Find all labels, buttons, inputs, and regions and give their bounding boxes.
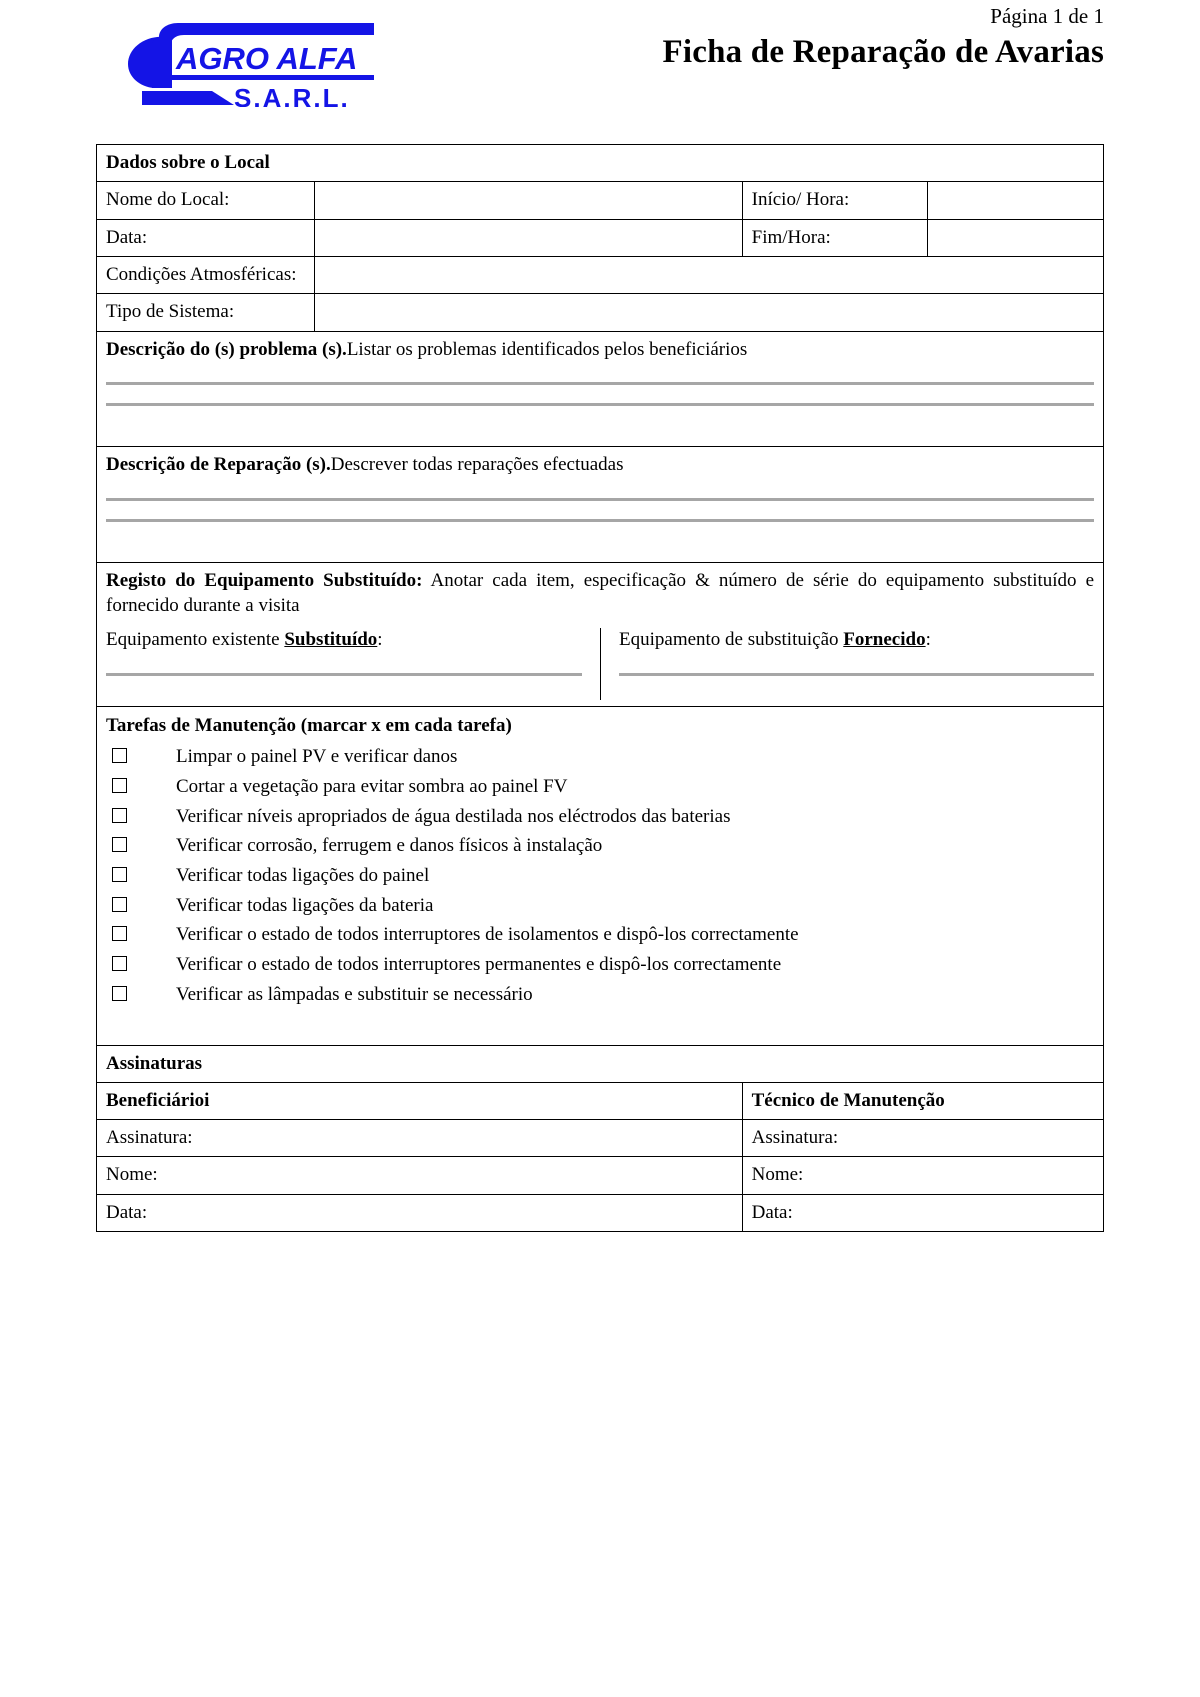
name-field-technician[interactable]: Nome: [742, 1157, 1103, 1194]
label-inicio-hora: Início/ Hora: [742, 182, 927, 219]
label-tipo-de-sistema: Tipo de Sistema: [97, 294, 315, 331]
checkbox-empty-icon-glyph [112, 808, 127, 823]
table-row [97, 331, 1104, 447]
list-item [106, 745, 1094, 770]
table-row [97, 1045, 1104, 1082]
checkbox-empty-icon[interactable] [106, 834, 176, 859]
problem-write-line-1[interactable] [106, 382, 1094, 385]
maintenance-task-label: Verificar níveis apropriados de água destilada nos eléctrodos das baterias [176, 805, 731, 827]
checkbox-empty-icon-glyph [112, 748, 127, 763]
signature-field-beneficiary[interactable]: Assinatura: [97, 1120, 743, 1157]
problem-description-title-rest: Listar os problemas identificados pelos beneficiários [346, 338, 748, 360]
table-row [97, 256, 1104, 293]
signature-column-header-technician: Técnico de Manutenção [742, 1082, 1103, 1119]
date-field-beneficiary[interactable]: Data: [97, 1194, 743, 1231]
equipment-supplied-label-pre: Equipamento de substituição [619, 629, 844, 651]
checkbox-empty-icon-glyph [112, 986, 127, 1001]
list-item [106, 923, 1094, 948]
checkbox-empty-icon[interactable] [106, 745, 176, 770]
equipment-supplied-label [619, 628, 1094, 653]
field-tipo-de-sistema[interactable] [315, 294, 1104, 331]
equipment-register-title-bold: Registo do Equipamento Substituído: [106, 569, 423, 591]
checkbox-empty-icon[interactable] [106, 953, 176, 978]
equipment-replaced-label-pre: Equipamento existente [106, 629, 285, 651]
maintenance-task-label: Verificar o estado de todos interruptores permanentes e dispô-los correctamente [176, 954, 782, 976]
field-fim-hora[interactable] [927, 219, 1103, 256]
logo-subtitle: S.A.R.L. [234, 83, 350, 107]
local-section-heading: Dados sobre o Local [97, 145, 1104, 182]
problem-description-title-bold: Descrição do (s) problema (s). [106, 338, 347, 360]
checkbox-empty-icon[interactable] [106, 923, 176, 948]
problem-description-title [106, 338, 1094, 363]
checkbox-empty-icon[interactable] [106, 983, 176, 1008]
maintenance-task-label: Verificar o estado de todos interruptores de isolamentos e dispô-los correctamente [176, 924, 799, 946]
maintenance-tasks-tail [106, 1013, 1094, 1039]
checkbox-empty-icon-glyph [112, 867, 127, 882]
signatures-heading: Assinaturas [97, 1045, 1104, 1082]
checkbox-empty-icon[interactable] [106, 864, 176, 889]
maintenance-tasks-list [106, 745, 1094, 1007]
maintenance-task-label: Limpar o painel PV e verificar danos [176, 746, 458, 768]
equipment-replaced-write-area[interactable] [106, 676, 582, 700]
table-row [97, 562, 1104, 706]
label-data: Data: [97, 219, 315, 256]
field-data[interactable] [315, 219, 742, 256]
field-inicio-hora[interactable] [927, 182, 1103, 219]
table-row [97, 294, 1104, 331]
label-nome-do-local: Nome do Local: [97, 182, 315, 219]
table-row [97, 1082, 1104, 1119]
signature-field-technician[interactable]: Assinatura: [742, 1120, 1103, 1157]
problem-description-block [97, 331, 1104, 447]
equipment-two-column-area [106, 628, 1094, 700]
repair-description-title-bold: Descrição de Reparação (s). [106, 454, 331, 476]
repair-write-line-1[interactable] [106, 498, 1094, 501]
checkbox-empty-icon-glyph [112, 778, 127, 793]
list-item [106, 864, 1094, 889]
maintenance-task-label: Verificar corrosão, ferrugem e danos físicos à instalação [176, 835, 603, 857]
table-row [97, 219, 1104, 256]
table-row [97, 1194, 1104, 1231]
label-condicoes-atmosfericas: Condições Atmosféricas: [97, 256, 315, 293]
problem-write-area[interactable] [106, 406, 1094, 440]
table-row [97, 707, 1104, 1046]
table-row [97, 447, 1104, 563]
checkbox-empty-icon[interactable] [106, 805, 176, 830]
list-item [106, 834, 1094, 859]
equipment-replaced-column [106, 628, 600, 700]
checkbox-empty-icon[interactable] [106, 775, 176, 800]
repair-description-title-rest: Descrever todas reparações efectuadas [330, 454, 624, 476]
agro-alfa-logo [104, 15, 394, 107]
checkbox-empty-icon[interactable] [106, 894, 176, 919]
label-fim-hora: Fim/Hora: [742, 219, 927, 256]
table-row [97, 1157, 1104, 1194]
field-nome-do-local[interactable] [315, 182, 742, 219]
field-condicoes-atmosfericas[interactable] [315, 256, 1104, 293]
repair-description-block [97, 447, 1104, 563]
maintenance-tasks-block [97, 707, 1104, 1046]
name-field-beneficiary[interactable]: Nome: [97, 1157, 743, 1194]
repair-description-title [106, 453, 1094, 478]
maintenance-tasks-heading: Tarefas de Manutenção (marcar x em cada tarefa) [106, 715, 512, 736]
table-row [97, 1120, 1104, 1157]
logo-wordmark: AGRO ALFA [176, 41, 358, 76]
equipment-supplied-write-area[interactable] [619, 676, 1094, 700]
equipment-replaced-label [106, 628, 582, 653]
list-item [106, 983, 1094, 1008]
signature-column-header-beneficiary: Beneficiárioi [97, 1082, 743, 1119]
document-header [96, 0, 1104, 128]
equipment-supplied-label-bold: Fornecido [843, 629, 926, 651]
maintenance-task-label: Verificar todas ligações do painel [176, 865, 430, 887]
table-row [97, 145, 1104, 182]
repair-form-table [96, 144, 1104, 1232]
checkbox-empty-icon-glyph [112, 837, 127, 852]
equipment-supplied-label-post: : [925, 629, 931, 651]
list-item [106, 775, 1094, 800]
checkbox-empty-icon-glyph [112, 926, 127, 941]
equipment-replaced-label-post: : [377, 629, 383, 651]
equipment-register-block [97, 562, 1104, 706]
equipment-supplied-column [600, 628, 1094, 700]
maintenance-task-label: Cortar a vegetação para evitar sombra ao painel FV [176, 776, 568, 797]
equipment-register-title-rest: Anotar cada item, especificação & número de série do equipamento substituído e fornecido durante a visita [106, 569, 1095, 616]
maintenance-task-label: Verificar as lâmpadas e substituir se necessário [176, 983, 533, 1005]
maintenance-task-label: Verificar todas ligações da bateria [176, 894, 434, 916]
table-row [97, 182, 1104, 219]
checkbox-empty-icon-glyph [112, 956, 127, 971]
list-item [106, 805, 1094, 830]
equipment-register-title [106, 569, 1094, 618]
list-item [106, 953, 1094, 978]
repair-write-area[interactable] [106, 522, 1094, 556]
list-item [106, 894, 1094, 919]
checkbox-empty-icon-glyph [112, 897, 127, 912]
page-title: Ficha de Reparação de Avarias [662, 34, 1104, 70]
date-field-technician[interactable]: Data: [742, 1194, 1103, 1231]
equipment-replaced-label-bold: Substituído [284, 629, 378, 651]
page-number: Página 1 de 1 [990, 4, 1104, 28]
